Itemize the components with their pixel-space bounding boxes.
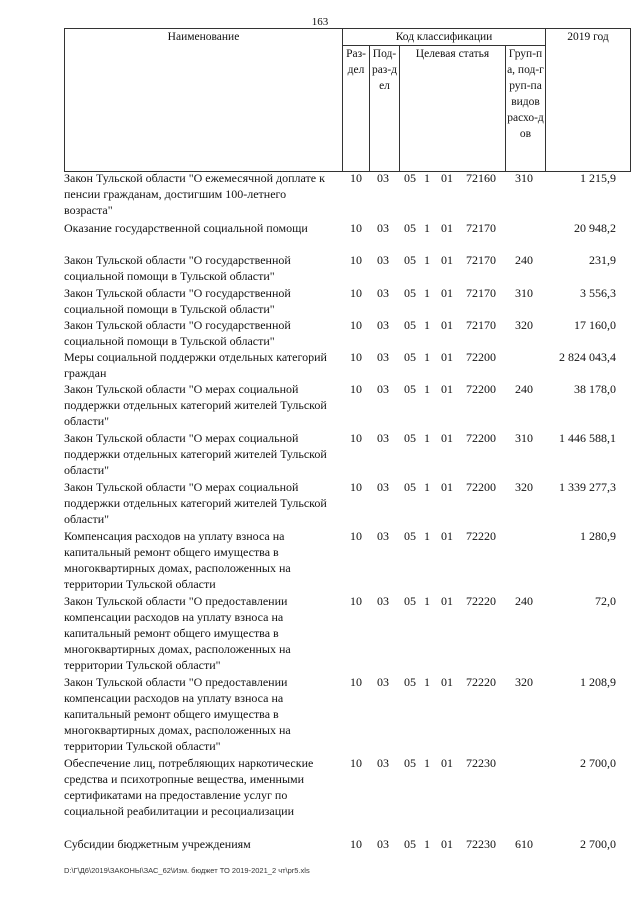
row-target-2: 1 bbox=[424, 756, 430, 770]
page-number: 163 bbox=[311, 16, 329, 28]
row-razdel: 10 bbox=[350, 253, 362, 267]
row-razdel: 10 bbox=[350, 431, 362, 445]
row-target-4: 72220 bbox=[466, 675, 496, 689]
row-target-4: 72160 bbox=[466, 171, 496, 185]
row-target-3: 01 bbox=[441, 221, 453, 235]
row-name: Компенсация расходов на уплату взноса на капитальный ремонт общего имущества в многоквартирных домах, расположенных на территории Тульской области bbox=[64, 529, 291, 591]
row-razdel: 10 bbox=[350, 382, 362, 396]
row-amount: 1 339 277,3 bbox=[559, 480, 616, 494]
row-razdel: 10 bbox=[350, 480, 362, 494]
row-podrazdel: 03 bbox=[377, 350, 389, 364]
row-name: Оказание государственной социальной помощи bbox=[64, 221, 308, 235]
header-year: 2019 год bbox=[546, 29, 631, 172]
row-target-3: 01 bbox=[441, 171, 453, 185]
header-code-classification: Код классификации bbox=[343, 29, 546, 46]
row-target-1: 05 bbox=[404, 171, 416, 185]
header-target-article: Целевая статья bbox=[400, 46, 506, 172]
row-target-4: 72170 bbox=[466, 253, 496, 267]
row-amount: 1 208,9 bbox=[580, 675, 616, 689]
row-group: 320 bbox=[515, 480, 533, 494]
row-name: Закон Тульской области "О государственной социальной помощи в Тульской области" bbox=[64, 253, 291, 283]
row-target-1: 05 bbox=[404, 286, 416, 300]
row-podrazdel: 03 bbox=[377, 286, 389, 300]
row-target-3: 01 bbox=[441, 594, 453, 608]
row-name: Закон Тульской области "О мерах социальной поддержки отдельных категорий жителей Тульской области" bbox=[64, 480, 327, 526]
row-target-2: 1 bbox=[424, 286, 430, 300]
row-razdel: 10 bbox=[350, 171, 362, 185]
row-target-2: 1 bbox=[424, 431, 430, 445]
row-target-4: 72200 bbox=[466, 382, 496, 396]
row-target-2: 1 bbox=[424, 171, 430, 185]
row-podrazdel: 03 bbox=[377, 756, 389, 770]
row-target-3: 01 bbox=[441, 382, 453, 396]
row-target-1: 05 bbox=[404, 350, 416, 364]
row-razdel: 10 bbox=[350, 318, 362, 332]
row-name: Закон Тульской области "О предоставлении компенсации расходов на уплату взноса на капитальный ремонт общего имущества в многоквартирных домах, расположенных на территории Тульской области" bbox=[64, 675, 291, 753]
row-target-3: 01 bbox=[441, 756, 453, 770]
row-name: Меры социальной поддержки отдельных категорий граждан bbox=[64, 350, 327, 380]
row-target-2: 1 bbox=[424, 529, 430, 543]
row-amount: 17 160,0 bbox=[574, 318, 616, 332]
row-target-2: 1 bbox=[424, 675, 430, 689]
row-podrazdel: 03 bbox=[377, 480, 389, 494]
row-target-2: 1 bbox=[424, 350, 430, 364]
row-podrazdel: 03 bbox=[377, 318, 389, 332]
row-target-2: 1 bbox=[424, 253, 430, 267]
row-group: 320 bbox=[515, 675, 533, 689]
row-name: Закон Тульской области "О мерах социальной поддержки отдельных категорий жителей Тульской области" bbox=[64, 431, 327, 477]
row-podrazdel: 03 bbox=[377, 171, 389, 185]
row-target-4: 72200 bbox=[466, 480, 496, 494]
row-target-3: 01 bbox=[441, 837, 453, 851]
row-group: 610 bbox=[515, 837, 533, 851]
row-target-1: 05 bbox=[404, 221, 416, 235]
row-podrazdel: 03 bbox=[377, 837, 389, 851]
row-target-4: 72170 bbox=[466, 221, 496, 235]
row-amount: 38 178,0 bbox=[574, 382, 616, 396]
row-target-4: 72220 bbox=[466, 529, 496, 543]
header-expense-group: Груп-па, под-груп-па видов расхо-дов bbox=[506, 46, 546, 172]
row-podrazdel: 03 bbox=[377, 431, 389, 445]
row-target-4: 72170 bbox=[466, 318, 496, 332]
row-target-1: 05 bbox=[404, 756, 416, 770]
row-target-2: 1 bbox=[424, 382, 430, 396]
row-target-2: 1 bbox=[424, 594, 430, 608]
row-name: Закон Тульской области "О ежемесячной доплате к пенсии гражданам, достигшим 100-летнего возраста" bbox=[64, 171, 325, 217]
row-group: 240 bbox=[515, 253, 533, 267]
row-amount: 1 446 588,1 bbox=[559, 431, 616, 445]
row-podrazdel: 03 bbox=[377, 221, 389, 235]
row-target-1: 05 bbox=[404, 594, 416, 608]
row-podrazdel: 03 bbox=[377, 382, 389, 396]
row-target-1: 05 bbox=[404, 318, 416, 332]
row-target-1: 05 bbox=[404, 382, 416, 396]
row-target-4: 72200 bbox=[466, 350, 496, 364]
row-target-4: 72200 bbox=[466, 431, 496, 445]
row-target-1: 05 bbox=[404, 675, 416, 689]
row-podrazdel: 03 bbox=[377, 594, 389, 608]
row-amount: 2 700,0 bbox=[580, 756, 616, 770]
row-target-3: 01 bbox=[441, 350, 453, 364]
row-name: Закон Тульской области "О мерах социальной поддержки отдельных категорий жителей Тульской области" bbox=[64, 382, 327, 428]
row-group: 310 bbox=[515, 171, 533, 185]
row-group: 320 bbox=[515, 318, 533, 332]
row-target-2: 1 bbox=[424, 318, 430, 332]
row-group: 240 bbox=[515, 594, 533, 608]
row-razdel: 10 bbox=[350, 837, 362, 851]
header-podrazdel: Под-раз-дел bbox=[370, 46, 400, 172]
row-group: 310 bbox=[515, 431, 533, 445]
row-amount: 3 556,3 bbox=[580, 286, 616, 300]
row-razdel: 10 bbox=[350, 221, 362, 235]
row-target-3: 01 bbox=[441, 675, 453, 689]
row-amount: 20 948,2 bbox=[574, 221, 616, 235]
row-name: Закон Тульской области "О государственной социальной помощи в Тульской области" bbox=[64, 318, 291, 348]
row-amount: 72,0 bbox=[595, 594, 616, 608]
row-amount: 1 215,9 bbox=[580, 171, 616, 185]
row-razdel: 10 bbox=[350, 675, 362, 689]
row-group: 310 bbox=[515, 286, 533, 300]
row-target-4: 72230 bbox=[466, 837, 496, 851]
row-name: Обеспечение лиц, потребляющих наркотические средства и психотропные вещества, именными сертификатами на предоставление услуг по социальной реабилитации и ресоциализации bbox=[64, 756, 314, 818]
row-target-3: 01 bbox=[441, 286, 453, 300]
row-razdel: 10 bbox=[350, 529, 362, 543]
row-target-4: 72230 bbox=[466, 756, 496, 770]
row-target-3: 01 bbox=[441, 480, 453, 494]
row-target-3: 01 bbox=[441, 529, 453, 543]
row-target-4: 72170 bbox=[466, 286, 496, 300]
file-path-footer: D:\Г\Д6\2019\ЗАКОНЫ\ЗАС_62\Изм. бюджет ТО 2019-2021_2 чт\pr5.xls bbox=[64, 866, 310, 875]
row-amount: 2 700,0 bbox=[580, 837, 616, 851]
row-razdel: 10 bbox=[350, 286, 362, 300]
row-target-3: 01 bbox=[441, 431, 453, 445]
row-razdel: 10 bbox=[350, 350, 362, 364]
row-name: Субсидии бюджетным учреждениям bbox=[64, 837, 251, 851]
row-target-3: 01 bbox=[441, 318, 453, 332]
header-name: Наименование bbox=[65, 29, 343, 172]
row-name: Закон Тульской области "О государственной социальной помощи в Тульской области" bbox=[64, 286, 291, 316]
row-razdel: 10 bbox=[350, 756, 362, 770]
row-target-1: 05 bbox=[404, 837, 416, 851]
row-target-4: 72220 bbox=[466, 594, 496, 608]
header-razdel: Раз-дел bbox=[343, 46, 370, 172]
row-target-2: 1 bbox=[424, 221, 430, 235]
row-amount: 231,9 bbox=[589, 253, 616, 267]
row-target-1: 05 bbox=[404, 480, 416, 494]
row-podrazdel: 03 bbox=[377, 253, 389, 267]
row-target-3: 01 bbox=[441, 253, 453, 267]
row-target-1: 05 bbox=[404, 253, 416, 267]
row-amount: 1 280,9 bbox=[580, 529, 616, 543]
row-razdel: 10 bbox=[350, 594, 362, 608]
row-name: Закон Тульской области "О предоставлении компенсации расходов на уплату взноса на капитальный ремонт общего имущества в многоквартирных домах, расположенных на территории Тульской области" bbox=[64, 594, 291, 672]
row-target-1: 05 bbox=[404, 431, 416, 445]
row-amount: 2 824 043,4 bbox=[559, 350, 616, 364]
row-target-2: 1 bbox=[424, 480, 430, 494]
row-group: 240 bbox=[515, 382, 533, 396]
row-target-2: 1 bbox=[424, 837, 430, 851]
row-podrazdel: 03 bbox=[377, 675, 389, 689]
row-podrazdel: 03 bbox=[377, 529, 389, 543]
row-target-1: 05 bbox=[404, 529, 416, 543]
